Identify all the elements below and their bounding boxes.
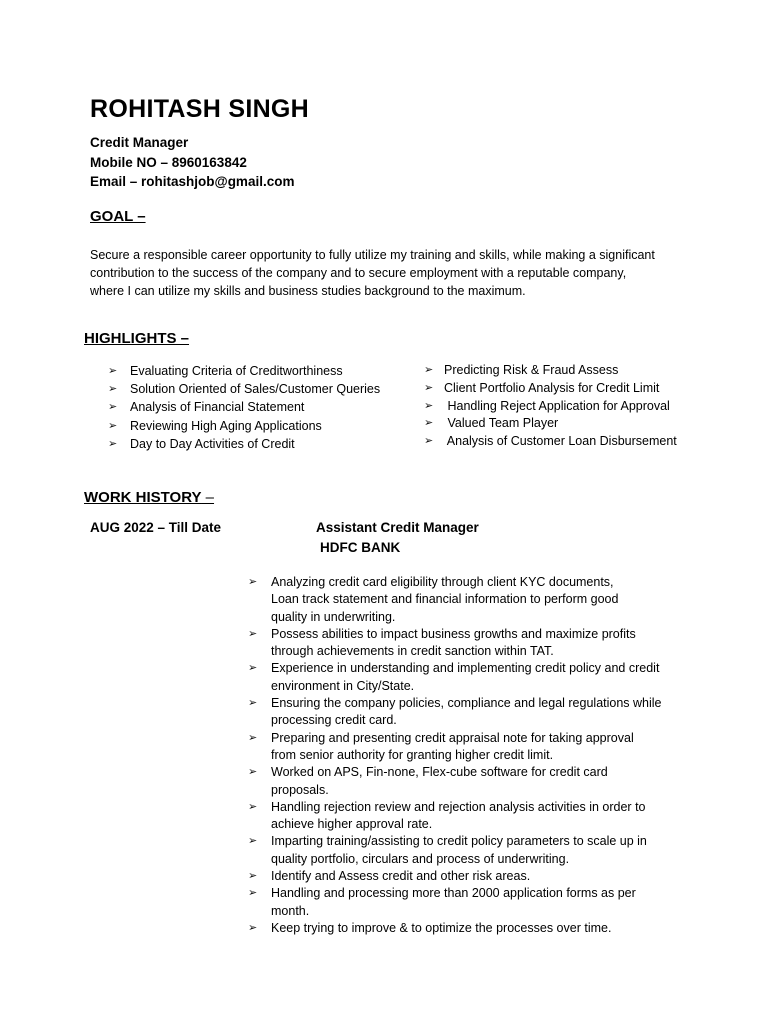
duty-item <box>248 626 691 661</box>
job-role: Credit Manager <box>90 135 189 150</box>
contact-block <box>90 133 294 192</box>
highlight-item <box>108 362 380 380</box>
duty-text-line: Handling rejection review and rejection analysis activities in order to <box>271 799 646 814</box>
duty-item <box>248 660 691 695</box>
highlight-item <box>424 415 677 433</box>
arrow-bullet-icon: ➢ <box>248 835 258 848</box>
duty-text-line: Loan track statement and financial information to perform good <box>271 592 619 607</box>
highlights-left-list <box>108 362 380 453</box>
arrow-bullet-icon: ➢ <box>108 383 118 396</box>
duty-text-line: Preparing and presenting credit appraisal note for taking approval <box>271 730 634 745</box>
arrow-bullet-icon: ➢ <box>108 365 118 377</box>
duty-text-line: proposals. <box>271 782 329 797</box>
work-history-heading <box>84 489 214 506</box>
goal-line: Secure a responsible career opportunity to fully utilize my training and skills, while making a significant <box>90 248 655 262</box>
arrow-bullet-icon: ➢ <box>248 800 258 813</box>
duty-item <box>248 885 691 920</box>
duty-item <box>248 799 691 834</box>
goal-line: where I can utilize my skills and business studies background to the maximum. <box>90 284 526 298</box>
arrow-bullet-icon: ➢ <box>248 697 258 710</box>
highlights-right-list <box>424 362 677 451</box>
highlight-text: Day to Day Activities of Credit <box>130 436 295 451</box>
duty-text-line: Possess abilities to impact business growths and maximize profits <box>271 626 636 641</box>
job-duties-list <box>248 574 691 937</box>
highlight-text: Solution Oriented of Sales/Customer Queries <box>130 382 381 397</box>
work-history-heading-dash: – <box>201 489 215 506</box>
highlight-item <box>108 435 380 453</box>
highlight-text: Client Portfolio Analysis for Credit Limit <box>444 380 660 395</box>
arrow-bullet-icon: ➢ <box>248 662 258 675</box>
email-address: Email – rohitashjob@gmail.com <box>90 174 295 189</box>
duty-text-line: Identify and Assess credit and other risk areas. <box>271 869 531 884</box>
highlight-text: Evaluating Criteria of Creditworthiness <box>130 364 343 378</box>
highlights-heading: HIGHLIGHTS – <box>84 330 190 347</box>
duty-item <box>248 574 691 626</box>
duty-text-line: environment in City/State. <box>271 678 415 693</box>
duty-text-line: Handling and processing more than 2000 application forms as per <box>271 886 636 901</box>
arrow-bullet-icon: ➢ <box>108 401 118 414</box>
arrow-bullet-icon: ➢ <box>248 627 258 640</box>
highlight-item <box>108 398 380 416</box>
arrow-bullet-icon: ➢ <box>248 870 258 883</box>
job-date-range: AUG 2022 – Till Date <box>90 520 222 535</box>
arrow-bullet-icon: ➢ <box>248 766 258 779</box>
arrow-bullet-icon: ➢ <box>248 576 258 588</box>
arrow-bullet-icon: ➢ <box>248 731 258 744</box>
goal-paragraph <box>90 246 690 300</box>
highlight-text: Handling Reject Application for Approval <box>444 398 670 413</box>
highlight-text: Analysis of Financial Statement <box>130 400 305 415</box>
duty-item <box>248 695 691 730</box>
duty-item <box>248 920 691 937</box>
candidate-name: ROHITASH SINGH <box>90 95 310 123</box>
duty-item <box>248 833 691 868</box>
arrow-bullet-icon: ➢ <box>108 437 118 450</box>
highlight-item <box>108 417 380 435</box>
goal-heading: GOAL – <box>90 208 146 225</box>
duty-text-line: from senior authority for granting higher credit limit. <box>271 747 554 762</box>
mobile-number: Mobile NO – 8960163842 <box>90 154 247 170</box>
arrow-bullet-icon: ➢ <box>248 887 258 900</box>
highlight-item <box>424 398 677 416</box>
duty-text-line: quality portfolio, circulars and process of underwriting. <box>271 851 570 866</box>
duty-text-line: achieve higher approval rate. <box>271 817 433 832</box>
highlight-item <box>424 380 677 398</box>
arrow-bullet-icon: ➢ <box>424 399 434 412</box>
arrow-bullet-icon: ➢ <box>424 417 434 430</box>
arrow-bullet-icon: ➢ <box>424 435 434 448</box>
duty-item <box>248 730 691 765</box>
highlight-text: Valued Team Player <box>444 416 559 431</box>
duty-item <box>248 868 691 885</box>
duty-item <box>248 764 691 799</box>
duty-text-line: quality in underwriting. <box>271 609 396 624</box>
job-title: Assistant Credit Manager <box>316 520 479 535</box>
duty-text-line: Imparting training/assisting to credit policy parameters to scale up in <box>271 834 647 849</box>
work-history-heading-text: WORK HISTORY <box>84 489 202 506</box>
highlight-text: Analysis of Customer Loan Disbursement <box>444 434 677 449</box>
goal-line: contribution to the success of the company and to secure employment with a reputable company, <box>90 266 627 280</box>
duty-text-line: Experience in understanding and implementing credit policy and credit <box>271 661 660 676</box>
highlight-text: Reviewing High Aging Applications <box>130 418 322 433</box>
duty-text-line: Ensuring the company policies, compliance and legal regulations while <box>271 696 662 711</box>
highlight-item <box>108 380 380 398</box>
arrow-bullet-icon: ➢ <box>248 921 258 934</box>
arrow-bullet-icon: ➢ <box>424 364 434 376</box>
duty-text-line: processing credit card. <box>271 713 397 728</box>
duty-text-line: through achievements in credit sanction within TAT. <box>271 644 554 659</box>
highlight-item <box>424 433 677 451</box>
duty-text-line: Keep trying to improve & to optimize the processes over time. <box>271 920 612 935</box>
duty-text-line: Analyzing credit card eligibility through client KYC documents, <box>271 575 614 589</box>
arrow-bullet-icon: ➢ <box>108 419 118 432</box>
highlight-item <box>424 362 677 380</box>
job-company: HDFC BANK <box>320 540 401 555</box>
duty-text-line: month. <box>271 903 310 918</box>
duty-text-line: Worked on APS, Fin-none, Flex-cube software for credit card <box>271 765 608 780</box>
highlight-text: Predicting Risk & Fraud Assess <box>444 363 619 377</box>
arrow-bullet-icon: ➢ <box>424 381 434 394</box>
